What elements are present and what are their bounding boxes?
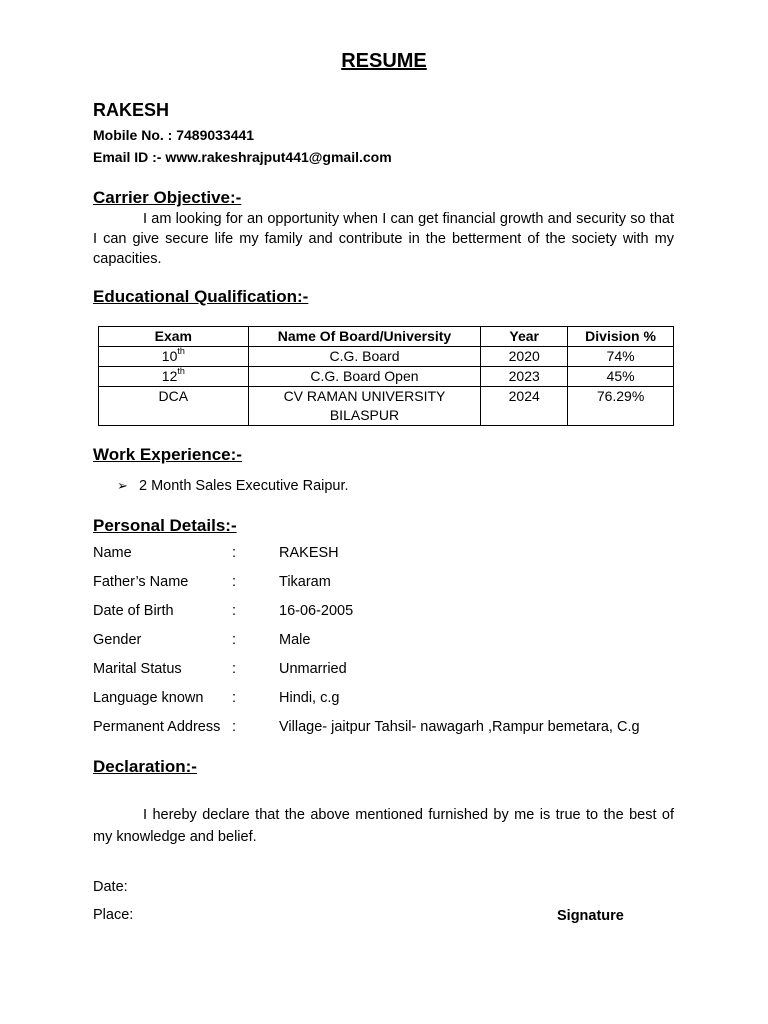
cell-year: 2024 — [481, 387, 568, 426]
date-label: Date: — [93, 879, 128, 895]
colon-separator: : — [232, 574, 237, 590]
cell-exam — [99, 347, 249, 367]
objective-heading: Carrier Objective:- — [93, 188, 242, 207]
education-table — [98, 326, 674, 426]
cell-exam — [99, 367, 249, 387]
column-header-exam: Exam — [99, 327, 249, 347]
label-marital-status: Marital Status — [93, 661, 182, 677]
board-line-2: BILASPUR — [329, 407, 400, 423]
arrow-bullet-icon: ➢ — [117, 478, 128, 493]
colon-separator: : — [232, 545, 237, 561]
exam-suffix: th — [177, 366, 185, 377]
declaration-heading: Declaration:- — [93, 757, 197, 776]
cell-division: 74% — [568, 347, 674, 367]
cell-year: 2023 — [481, 367, 568, 387]
declaration-text-content: I hereby declare that the above mentioned furnished by me is true to the best of my knowledge and belief. — [93, 807, 674, 845]
cell-board — [248, 387, 481, 426]
exam-value: 10 — [161, 348, 178, 364]
value-date-of-birth: 16-06-2005 — [279, 603, 354, 619]
cell-year: 2020 — [481, 347, 568, 367]
value-fathers-name: Tikaram — [279, 574, 331, 590]
value-permanent-address: Village- jaitpur Tahsil- nawagarh ,Rampur bemetara, C.g — [279, 719, 640, 735]
declaration-text — [93, 804, 674, 848]
label-name: Name — [93, 545, 132, 561]
signature-label: Signature — [557, 908, 624, 924]
value-name: RAKESH — [279, 545, 339, 561]
board-line-1: CV RAMAN UNIVERSITY — [283, 388, 446, 404]
column-header-division: Division % — [568, 327, 674, 347]
objective-text — [93, 209, 674, 269]
column-header-board: Name Of Board/University — [248, 327, 481, 347]
exam-suffix: th — [177, 346, 185, 357]
colon-separator: : — [232, 719, 237, 735]
colon-separator: : — [232, 661, 237, 677]
personal-heading: Personal Details:- — [93, 516, 237, 535]
value-marital-status: Unmarried — [279, 661, 347, 677]
table-header-row — [99, 327, 674, 347]
label-date-of-birth: Date of Birth — [93, 603, 174, 619]
cell-division: 45% — [568, 367, 674, 387]
value-gender: Male — [279, 632, 311, 648]
colon-separator: : — [232, 690, 237, 706]
label-gender: Gender — [93, 632, 142, 648]
label-permanent-address: Permanent Address — [93, 719, 221, 735]
cell-board: C.G. Board — [248, 347, 481, 367]
label-language-known: Language known — [93, 690, 204, 706]
exam-value: 12 — [161, 368, 178, 384]
mobile-number: Mobile No. : 7489033441 — [93, 127, 255, 143]
cell-board: C.G. Board Open — [248, 367, 481, 387]
education-heading: Educational Qualification:- — [93, 287, 309, 306]
cell-exam: DCA — [99, 387, 249, 426]
cell-division: 76.29% — [568, 387, 674, 426]
value-language-known: Hindi, c.g — [279, 690, 340, 706]
candidate-name: RAKESH — [93, 100, 170, 120]
list-item — [117, 478, 349, 494]
column-header-year: Year — [481, 327, 568, 347]
table-row — [99, 347, 674, 367]
place-label: Place: — [93, 907, 134, 923]
label-fathers-name: Father’s Name — [93, 574, 189, 590]
colon-separator: : — [232, 632, 237, 648]
colon-separator: : — [232, 603, 237, 619]
objective-text-content: I am looking for an opportunity when I can get financial growth and security so that I can give secure life my family and contribute in the betterment of the society with my capacities. — [93, 211, 674, 267]
document-title: RESUME — [341, 50, 427, 72]
work-heading: Work Experience:- — [93, 445, 242, 464]
table-row — [99, 387, 674, 426]
email-id: Email ID :- www.rakeshrajput441@gmail.com — [93, 149, 392, 165]
table-row — [99, 367, 674, 387]
work-item-text: 2 Month Sales Executive Raipur. — [139, 478, 349, 494]
